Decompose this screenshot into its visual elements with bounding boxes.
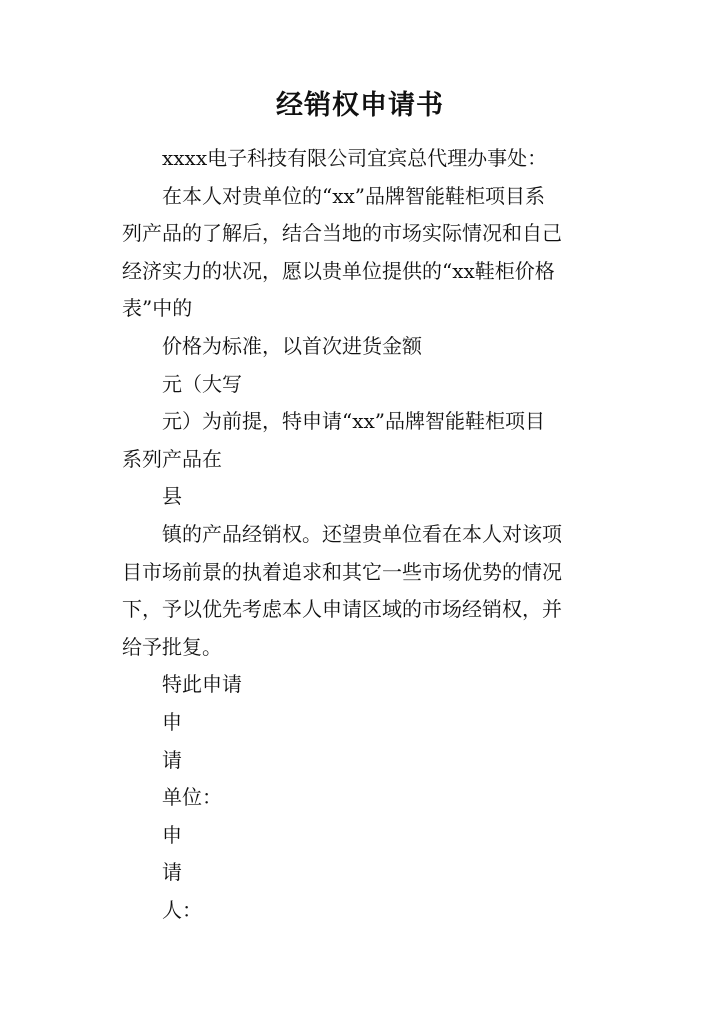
applicant-unit-label: 单位： <box>162 785 222 810</box>
document-title: 经销权申请书 <box>276 90 444 121</box>
amount-in-words-line: 元（大写 <box>162 371 242 396</box>
paragraph-line: 经济实力的状况，愿以贵单位提供的“xx鞋柜价格 <box>122 258 555 283</box>
paragraph-line: 元）为前提，特申请“xx”品牌智能鞋柜项目 <box>162 409 546 434</box>
closing-line: 特此申请 <box>162 672 242 697</box>
paragraph-line: 在本人对贵单位的“xx”品牌智能鞋柜项目系 <box>162 183 546 208</box>
paragraph-closing-request <box>122 516 604 666</box>
paragraph-line: 镇的产品经销权。还望贵单位看在本人对该项 <box>162 521 562 546</box>
paragraph-line: 列产品的了解后，结合当地的市场实际情况和自己 <box>122 221 562 246</box>
addressee-line: xxxx电子科技有限公司宜宾总代理办事处： <box>162 146 548 170</box>
signature-line: 申 <box>162 709 182 734</box>
document-body <box>122 140 604 929</box>
paragraph-line: 目市场前景的执着追求和其它一些市场优势的情况 <box>122 559 562 584</box>
paragraph-line: 给予批复。 <box>122 634 222 659</box>
paragraph-line: 下，予以优先考虑本人申请区域的市场经销权，并 <box>122 597 562 622</box>
price-standard-line: 价格为标准，以首次进货金额 <box>162 333 422 358</box>
paragraph-line: 表”中的 <box>122 296 193 321</box>
applicant-person-label: 人： <box>162 897 202 922</box>
paragraph-line: 系列产品在 <box>122 446 222 471</box>
signature-line: 请 <box>162 860 182 885</box>
paragraph-request <box>122 403 604 478</box>
paragraph-intro <box>122 178 604 328</box>
signature-line: 申 <box>162 822 182 847</box>
signature-line: 请 <box>162 747 182 772</box>
signature-block <box>122 704 604 930</box>
county-line: 县 <box>162 484 182 509</box>
